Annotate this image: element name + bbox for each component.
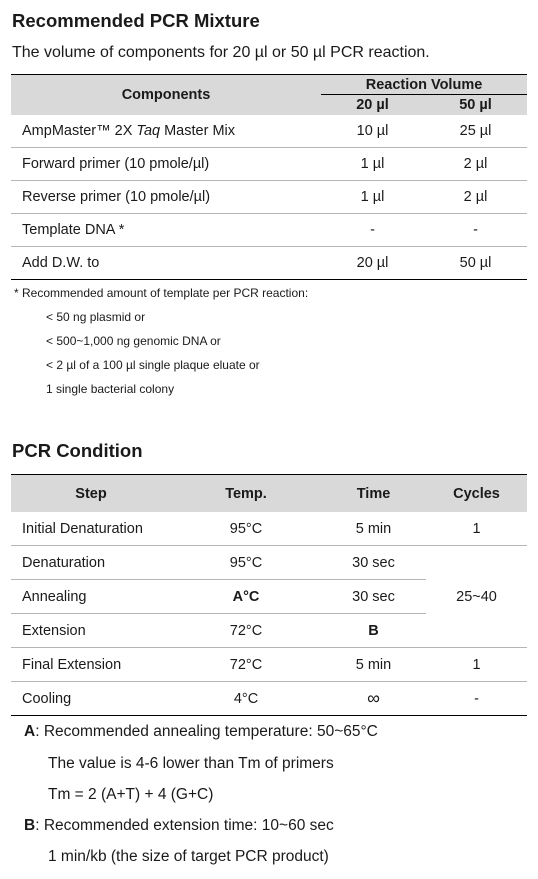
step-time: 30 sec [321, 546, 426, 580]
step-temp: A°C [171, 580, 321, 614]
component-name: Add D.W. to [11, 246, 321, 279]
condition-table [11, 474, 527, 716]
footnote-a-line3: Tm = 2 (A+T) + 4 (G+C) [48, 786, 214, 803]
volume-20: 1 µl [321, 180, 424, 213]
step-temp: 72°C [171, 614, 321, 648]
mixture-subtitle: The volume of components for 20 µl or 50 µl PCR reaction. [12, 44, 430, 61]
note-item: < 2 µl of a 100 µl single plaque eluate or [46, 358, 260, 372]
col-components: Components [11, 75, 321, 115]
col-50ul: 50 µl [424, 95, 527, 115]
step-temp: 95°C [171, 512, 321, 546]
volume-20: - [321, 213, 424, 246]
step-name: Annealing [11, 580, 171, 614]
col-temp: Temp. [171, 475, 321, 513]
step-time: B [321, 614, 426, 648]
volume-50: - [424, 213, 527, 246]
footnote-b-line2: 1 min/kb (the size of target PCR product) [48, 848, 329, 865]
footnote-a-line2: The value is 4-6 lower than Tm of primers [48, 755, 334, 772]
col-step: Step [11, 475, 171, 513]
col-reaction-volume: Reaction Volume [321, 75, 527, 95]
step-name: Extension [11, 614, 171, 648]
col-cycles: Cycles [426, 475, 527, 513]
step-temp: 72°C [171, 648, 321, 682]
col-time: Time [321, 475, 426, 513]
component-name: Template DNA * [11, 213, 321, 246]
col-20ul: 20 µl [321, 95, 424, 115]
note-item: 1 single bacterial colony [46, 382, 175, 396]
footnote-a: A: Recommended annealing temperature: 50~65°C [24, 723, 378, 740]
condition-title: PCR Condition [12, 440, 143, 461]
table-row [11, 147, 527, 180]
step-name: Final Extension [11, 648, 171, 682]
component-name: Forward primer (10 pmole/µl) [11, 147, 321, 180]
note-item: < 500~1,000 ng genomic DNA or [46, 334, 221, 348]
table-row [11, 512, 527, 546]
volume-50: 50 µl [424, 246, 527, 279]
template-note: * Recommended amount of template per PCR reaction: [14, 286, 309, 300]
step-name: Denaturation [11, 546, 171, 580]
step-time: 30 sec [321, 580, 426, 614]
step-temp: 4°C [171, 682, 321, 716]
volume-20: 20 µl [321, 246, 424, 279]
step-cycles: 1 [426, 648, 527, 682]
volume-50: 2 µl [424, 180, 527, 213]
table-row [11, 180, 527, 213]
step-time: 5 min [321, 512, 426, 546]
table-row [11, 682, 527, 716]
component-name: AmpMaster™ 2X Taq Master Mix [11, 115, 321, 148]
table-row [11, 246, 527, 279]
step-name: Cooling [11, 682, 171, 716]
footnote-b: B: Recommended extension time: 10~60 sec [24, 817, 334, 834]
volume-50: 25 µl [424, 115, 527, 148]
step-name: Initial Denaturation [11, 512, 171, 546]
step-time: 5 min [321, 648, 426, 682]
table-row [11, 546, 527, 580]
volume-20: 10 µl [321, 115, 424, 148]
step-cycles: 25~40 [426, 546, 527, 648]
step-temp: 95°C [171, 546, 321, 580]
note-item: < 50 ng plasmid or [46, 310, 146, 324]
table-row [11, 213, 527, 246]
volume-50: 2 µl [424, 147, 527, 180]
step-cycles: 1 [426, 512, 527, 546]
table-row [11, 115, 527, 148]
component-name: Reverse primer (10 pmole/µl) [11, 180, 321, 213]
mixture-table [11, 74, 527, 280]
step-cycles: - [426, 682, 527, 716]
mixture-title: Recommended PCR Mixture [12, 10, 260, 31]
table-row [11, 648, 527, 682]
step-time: ∞ [321, 682, 426, 716]
volume-20: 1 µl [321, 147, 424, 180]
